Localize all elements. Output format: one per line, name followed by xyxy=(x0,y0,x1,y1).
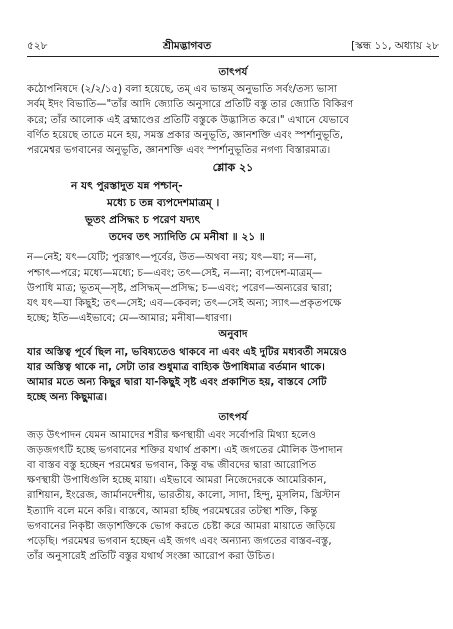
purport-line: বা বাস্তব বস্তু হচ্ছেন পরমেশ্বর ভগবান, কিন্তু বদ্ধ জীবদের দ্বারা আরোপিত xyxy=(27,460,317,472)
purport-line: পরমেশ্বর ভগবানের অনুভূতি, জ্ঞানশক্তি এবং স্পর্শানুভূতির নগণ্য বিস্তারমাত্র। xyxy=(27,145,331,157)
book-title: শ্রীমদ্ভাগবত xyxy=(163,40,212,52)
purport-line: সর্বম্ ইদং বিভাতি—"তাঁর আদি জ্যোতি অনুসারে প্রতিটি বস্তু তার জ্যোতি বিকিরণ xyxy=(27,99,354,111)
purport-line: করে; তাঁর আলোক এই ব্রহ্মাণ্ডের প্রতিটি বস্তুকে উদ্ভাসিত করে।" এখানে যেভাবে xyxy=(27,114,349,126)
translation-line: যার অস্তিত্ব পূর্বে ছিল না, ভবিষ্যতেও থাকবে না এবং এই দুটির মধ্যবর্তী সময়েও xyxy=(27,346,347,358)
purport-line: ভগবানের নিকৃষ্টা জড়াশক্তিকে ভোগ করতে চেষ্টা করে আমরা মায়াতে জড়িয়ে xyxy=(27,520,336,532)
synonyms-line: পশ্চাৎ—পরে; মধ্যে—মধ্যে; চ—এবং; তৎ—সেই, ন—না; ব্যপদেশ-মাত্রম্— xyxy=(27,267,323,279)
verse-line: তদেব তৎ স্যাদিতি মে মনীষা ॥ ২১ ॥ xyxy=(109,231,265,244)
page-number: ৫২৮ xyxy=(27,40,48,52)
synonyms-paragraph xyxy=(27,250,439,326)
chapter-reference: [স্কন্ধ ১১, অধ্যায় ২৮ xyxy=(351,40,439,52)
purport-heading: তাৎপর্য xyxy=(218,67,248,78)
translation-paragraph xyxy=(27,345,439,406)
purport-paragraph xyxy=(27,428,439,565)
page-header xyxy=(27,39,439,53)
verse-heading: শ্লোক ২১ xyxy=(212,161,254,175)
synonyms-line: উপাধি মাত্র; ভূতম্—সৃষ্ট, প্রসিদ্ধম্—প্রসিদ্ধ; চ—এবং; পরেণ—অন্যরের দ্বারা; xyxy=(27,282,333,294)
translation-line: যার অস্তিত্ব থাকে না, সেটা তার শুধুমাত্র বাহ্যিক উপাধিমাত্র বর্তমান থাকে। xyxy=(27,361,325,373)
purport-line: রাশিয়ান, ইংরেজ, জার্মানদেশীয়, ভারতীয়, কালো, সাদা, হিন্দু, মুসলিম, খ্রিস্টান xyxy=(27,490,341,502)
purport-line: পড়েছি। পরমেশ্বর ভগবান হচ্ছেন এই জগৎ এবং অন্যান্য জগতের বাস্তব-বস্তু, xyxy=(27,536,332,548)
purport-line: জড়জগৎটি হচ্ছে ভগবানের শক্তির যথার্থ প্রকাশ। এই জগতের মৌলিক উপাদান xyxy=(27,444,343,456)
translation-heading: অনুবাদ xyxy=(218,329,248,341)
purport-paragraph xyxy=(27,82,439,158)
purport-line: ইত্যাদি বলে মনে করি। বাস্তবে, আমরা হচ্ছি পরমেশ্বরের তটস্থা শক্তি, কিন্তু xyxy=(27,505,318,517)
verse-line: মধ্যে চ তন্ন ব্যপদেশমাত্রম্ । xyxy=(107,197,220,210)
translation-line: হচ্ছে অন্য কিছুমাত্র। xyxy=(27,392,107,404)
translation-line: আমার মতে অন্য কিছুর দ্বারা যা-কিছুই সৃষ্ট এবং প্রকাশিত হয়, বাস্তবে সেটি xyxy=(27,377,327,389)
synonyms-line: হচ্ছে; ইতি—এইভাবে; মে—আমার; মনীষা—ধারণা। xyxy=(27,313,233,325)
purport-line: জড় উৎপাদন যেমন আমাদের শরীর ক্ষণস্থায়ী এবং সর্বোপরি মিথ্যা হলেও xyxy=(27,429,316,441)
purport-line: তাঁর অনুসারেই প্রতিটি বস্তুর যথার্থ সংজ্ঞা আরোপ করা উচিত। xyxy=(27,551,275,563)
purport-line: ক্ষণস্থায়ী উপাধিগুলি হচ্ছে মায়া। এইভাবে আমরা নিজেদেরকে আমেরিকান, xyxy=(27,475,327,487)
synonyms-line: ন—নেই; যৎ—যেটি; পুরস্তাৎ—পূর্বের, উত—অথবা নয়; যৎ—যা; ন—না, xyxy=(27,252,317,264)
header-rule xyxy=(27,56,439,57)
purport-line: কঠোপনিষদে (২/২/১৫) বলা হয়েছে, তম্ এব ভান্তম্ অনুভাতি সর্বং/তস্য ভাসা xyxy=(27,84,337,96)
verse-line: ভূতং প্রসিদ্ধং চ পরেণ যদ্যৎ xyxy=(85,214,201,227)
verse-text xyxy=(27,178,439,246)
synonyms-line: যৎ যৎ—যা কিছুই; তৎ—সেই; এব—কেবল; তৎ—সেই অন্য; স্যাৎ—প্রকৃতপক্ষে xyxy=(27,298,342,310)
verse-line: ন যৎ পুরস্তাদুত যন্ন পশ্চান্- xyxy=(71,180,183,193)
purport-line: বর্ণিত হয়েছে তাতে মনে হয়, সমস্ত প্রকার অনুভূতি, জ্ঞানশক্তি এবং স্পর্শানুভূতি, xyxy=(27,129,344,141)
page-body xyxy=(27,64,439,564)
purport-heading: তাৎপর্য xyxy=(218,412,248,424)
